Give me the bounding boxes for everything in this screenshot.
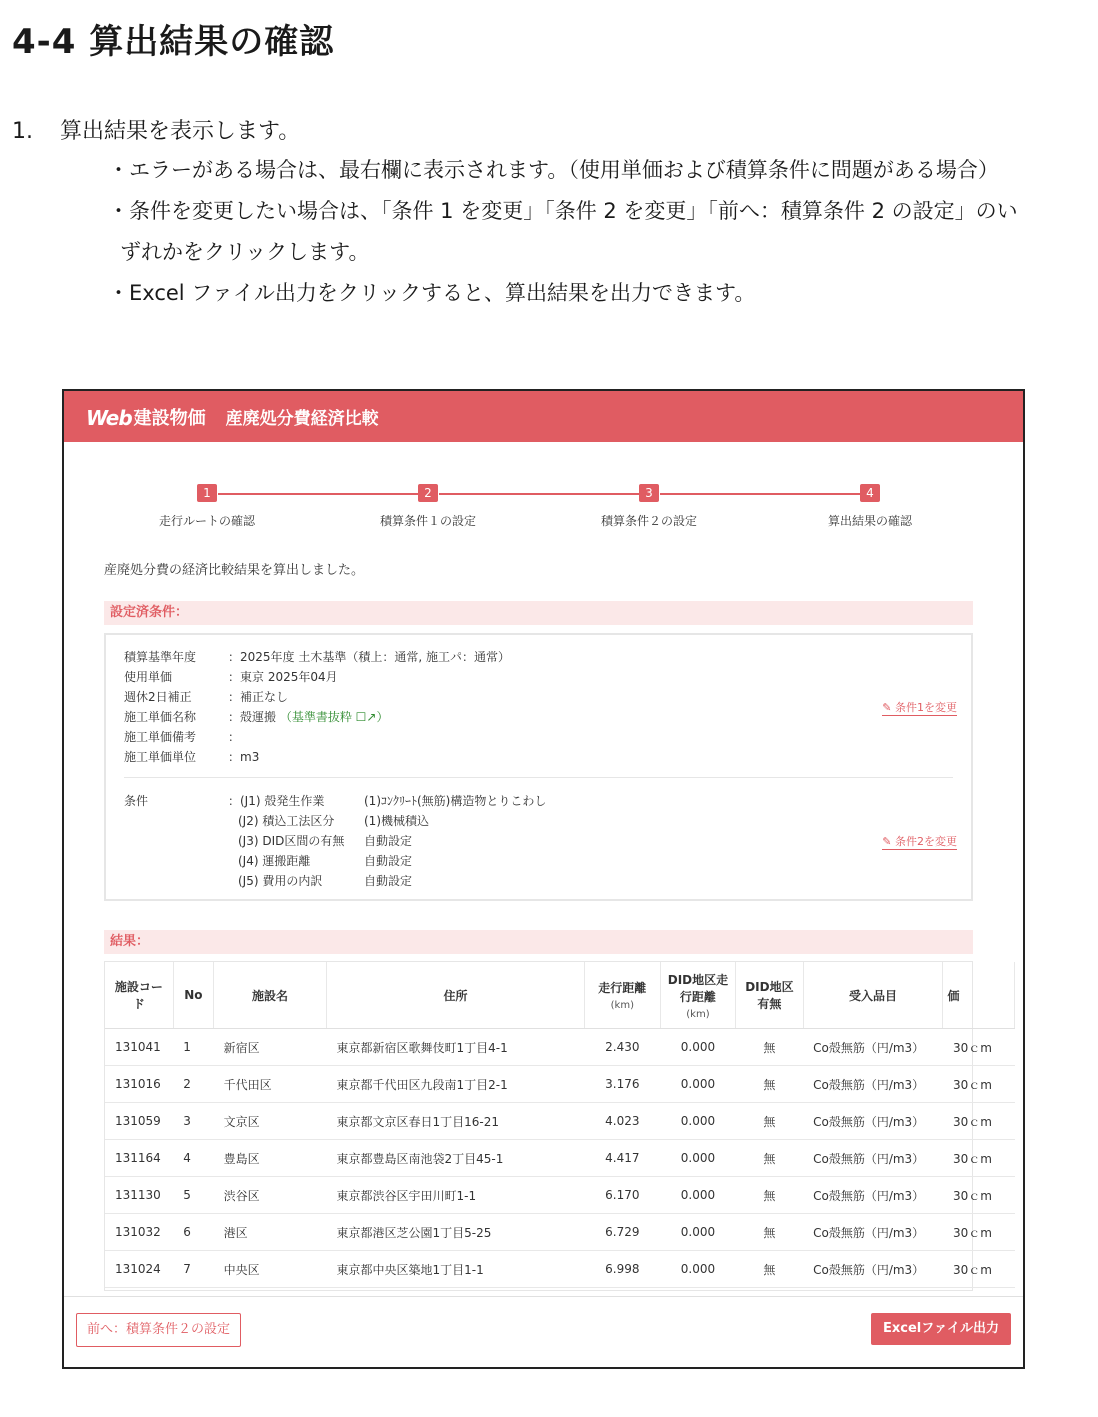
step-text: 算出結果を表示します。 [60,119,301,144]
step-4-label: 算出結果の確認 [827,514,912,528]
cell-code: 131059 [105,1103,173,1140]
cell-did-distance: 0.000 [660,1066,736,1103]
col-header-distance [585,962,661,1029]
condition-row [238,871,412,891]
step-3-badge: 3 [639,484,659,502]
cell-price: 30ｃm [943,1251,1015,1288]
table-row [105,1177,1015,1214]
change-condition-2-link[interactable]: ✎ 条件2を変更 [882,835,957,848]
setting-key: 使用単価 [124,670,173,684]
step-connector [218,493,418,495]
setting-key: 施工単価名称 [124,710,197,724]
col-header-price: 価 [943,962,1015,1029]
bullet-change: ・条件を変更したい場合は、「条件 1 を変更」「条件 2 を変更」「前へ：積算条件 2 の設定」のい [108,199,1018,223]
cell-item: Co殻無筋（円/m3） [803,1103,943,1140]
setting-value: ：2025年度 土木基準（積上：通常, 施工パ：通常） [228,650,510,664]
cell-name: 渋谷区 [214,1177,327,1214]
bullet-change-cont: ずれかをクリックします。 [120,240,370,264]
page-title: 4-4 算出結果の確認 [12,22,335,62]
cell-price: 30ｃm [943,1214,1015,1251]
divider [124,777,953,778]
previous-step-button[interactable]: 前へ：積算条件２の設定 [76,1313,241,1347]
setting-value: ：m3 [228,750,260,764]
cell-distance: 6.729 [585,1214,661,1251]
cell-code: 131041 [105,1029,173,1066]
setting-value: ：補正なし [228,690,289,704]
table-row [105,1103,1015,1140]
cell-distance: 4.023 [585,1103,661,1140]
table-row [105,1029,1015,1066]
app-logo [86,404,206,430]
cell-no: 3 [173,1103,213,1140]
cell-address: 東京都新宿区歌舞伎町1丁目4-1 [327,1029,585,1066]
condition-key: (J3) DID区間の有無 [238,834,345,848]
condition-row [238,831,412,851]
condition-key: (J5) 費用の内訳 [238,874,323,888]
step-4-badge: 4 [860,484,880,502]
progress-stepper [64,484,1023,534]
table-row [105,1251,1015,1288]
step-number: 1. [12,119,33,144]
col-header-item: 受入品目 [803,962,943,1029]
table-row [105,1066,1015,1103]
condition-value: 自動設定 [364,874,413,888]
setting-value: ：東京 2025年04月 [228,670,338,684]
condition-row [238,851,412,871]
conditions-label: 条件 [124,794,149,808]
cell-no: 5 [173,1177,213,1214]
cell-did-distance: 0.000 [660,1140,736,1177]
step-1-label: 走行ルートの確認 [158,514,255,528]
cell-name: 港区 [214,1214,327,1251]
cell-address: 東京都港区芝公園1丁目5-25 [327,1214,585,1251]
cell-name: 千代田区 [214,1066,327,1103]
bullet-excel: ・Excel ファイル出力をクリックすると、算出結果を出力できます。 [108,281,756,305]
setting-key: 週休2日補正 [124,690,192,704]
cell-item: Co殻無筋（円/m3） [803,1066,943,1103]
did-distance-unit: (km) [686,1008,710,1020]
condition-value: (1)機械積込 [364,814,429,828]
col-header-did-flag: DID地区有無 [736,962,803,1029]
cell-code: 131032 [105,1214,173,1251]
change-condition-1-link[interactable]: ✎ 条件1を変更 [882,701,957,714]
cell-did-distance: 0.000 [660,1251,736,1288]
app-title: 産廃処分費経済比較 [225,409,379,429]
cell-price: 30ｃm [943,1103,1015,1140]
cell-did-distance: 0.000 [660,1214,736,1251]
cell-code: 131024 [105,1251,173,1288]
setting-row [124,667,338,687]
setting-key: 施工単価備考 [124,730,197,744]
cell-did-flag: 無 [736,1029,803,1066]
result-message: 産廃処分費の経済比較結果を算出しました。 [104,563,365,578]
cell-address: 東京都渋谷区宇田川町1-1 [327,1177,585,1214]
cell-name: 豊島区 [214,1140,327,1177]
setting-row [124,647,510,667]
condition-key: (J2) 積込工法区分 [238,814,335,828]
cell-code: 131164 [105,1140,173,1177]
cell-did-distance: 0.000 [660,1177,736,1214]
step-2-label: 積算条件１の設定 [379,514,476,528]
cell-item: Co殻無筋（円/m3） [803,1177,943,1214]
col-header-address: 住所 [327,962,585,1029]
table-row [105,1140,1015,1177]
step-2-badge: 2 [418,484,438,502]
cell-code: 131130 [105,1177,173,1214]
results-table-container[interactable] [104,961,992,1291]
did-distance-label: DID地区走行距離 [667,972,729,1004]
logo-text: 建設物価 [133,407,206,429]
cell-did-flag: 無 [736,1103,803,1140]
setting-value: ：殻運搬 [228,710,277,724]
condition-key: (J4) 運搬距離 [238,854,311,868]
cell-distance: 4.417 [585,1140,661,1177]
table-row [105,1214,1015,1251]
cell-did-flag: 無 [736,1066,803,1103]
cell-item: Co殻無筋（円/m3） [803,1140,943,1177]
setting-key: 積算基準年度 [124,650,197,664]
cell-price: 30ｃm [943,1066,1015,1103]
distance-unit: (km) [610,1000,634,1011]
condition-row [228,791,546,811]
col-header-did-distance [660,962,736,1029]
footer-bar [64,1296,1023,1367]
cell-name: 新宿区 [214,1029,327,1066]
cell-did-flag: 無 [736,1251,803,1288]
step-3-label: 積算条件２の設定 [600,514,697,528]
cell-no: 6 [173,1214,213,1251]
condition-value: (1)ｺﾝｸﾘｰﾄ(無筋)構造物とりこわし [364,794,547,808]
cell-did-distance: 0.000 [660,1103,736,1140]
col-header-name: 施設名 [214,962,327,1029]
cell-distance: 2.430 [585,1029,661,1066]
step-1-badge: 1 [197,484,217,502]
condition-value: 自動設定 [364,854,413,868]
results-table [105,962,1015,1288]
setting-row [124,747,259,767]
cell-price: 30ｃm [943,1029,1015,1066]
results-heading: 結果： [104,930,973,954]
app-screenshot [62,389,1025,1369]
conditions-panel [104,633,973,901]
cell-distance: 6.998 [585,1251,661,1288]
cell-address: 東京都文京区春日1丁目16-21 [327,1103,585,1140]
conditions-heading: 設定済条件： [104,601,973,625]
cell-address: 東京都千代田区九段南1丁目2-1 [327,1066,585,1103]
cell-no: 4 [173,1140,213,1177]
step-connector [660,493,860,495]
cell-did-distance: 0.000 [660,1029,736,1066]
col-header-code: 施設コード [105,962,173,1029]
cell-code: 131016 [105,1066,173,1103]
bullet-error: ・エラーがある場合は、最右欄に表示されます。（使用単価および積算条件に問題がある場合） [108,158,999,182]
setting-row [124,707,388,727]
cell-distance: 6.170 [585,1177,661,1214]
setting-row [124,687,288,707]
cell-item: Co殻無筋（円/m3） [803,1251,943,1288]
step-instruction [12,114,300,145]
condition-key: ：(J1) 殻発生作業 [228,794,325,808]
col-header-no: No [173,962,213,1029]
logo-web: Web [86,405,132,430]
table-header-row [105,962,1015,1029]
results-body [105,1029,1015,1288]
cell-name: 中央区 [214,1251,327,1288]
cell-item: Co殻無筋（円/m3） [803,1214,943,1251]
cell-no: 7 [173,1251,213,1288]
cell-did-flag: 無 [736,1177,803,1214]
condition-value: 自動設定 [364,834,413,848]
cell-item: Co殻無筋（円/m3） [803,1029,943,1066]
setting-key: 施工単価単位 [124,750,197,764]
cell-price: 30ｃm [943,1177,1015,1214]
cell-did-flag: 無 [736,1140,803,1177]
setting-value: ： [228,730,241,744]
condition-row [238,811,429,831]
excel-export-button[interactable]: Excelファイル出力 [871,1313,1011,1345]
instruction-bullets [108,150,1093,314]
distance-label: 走行距離 [598,981,647,995]
cell-did-flag: 無 [736,1214,803,1251]
cell-no: 2 [173,1066,213,1103]
setting-row [124,727,240,747]
cell-distance: 3.176 [585,1066,661,1103]
cell-address: 東京都中央区築地1丁目1-1 [327,1251,585,1288]
cell-price: 30ｃm [943,1140,1015,1177]
step-connector [439,493,639,495]
cell-address: 東京都豊島区南池袋2丁目45-1 [327,1140,585,1177]
standard-excerpt-link[interactable]: （基準書抜粋 ☐↗） [279,710,389,724]
app-header [64,391,1023,442]
cell-no: 1 [173,1029,213,1066]
cell-name: 文京区 [214,1103,327,1140]
